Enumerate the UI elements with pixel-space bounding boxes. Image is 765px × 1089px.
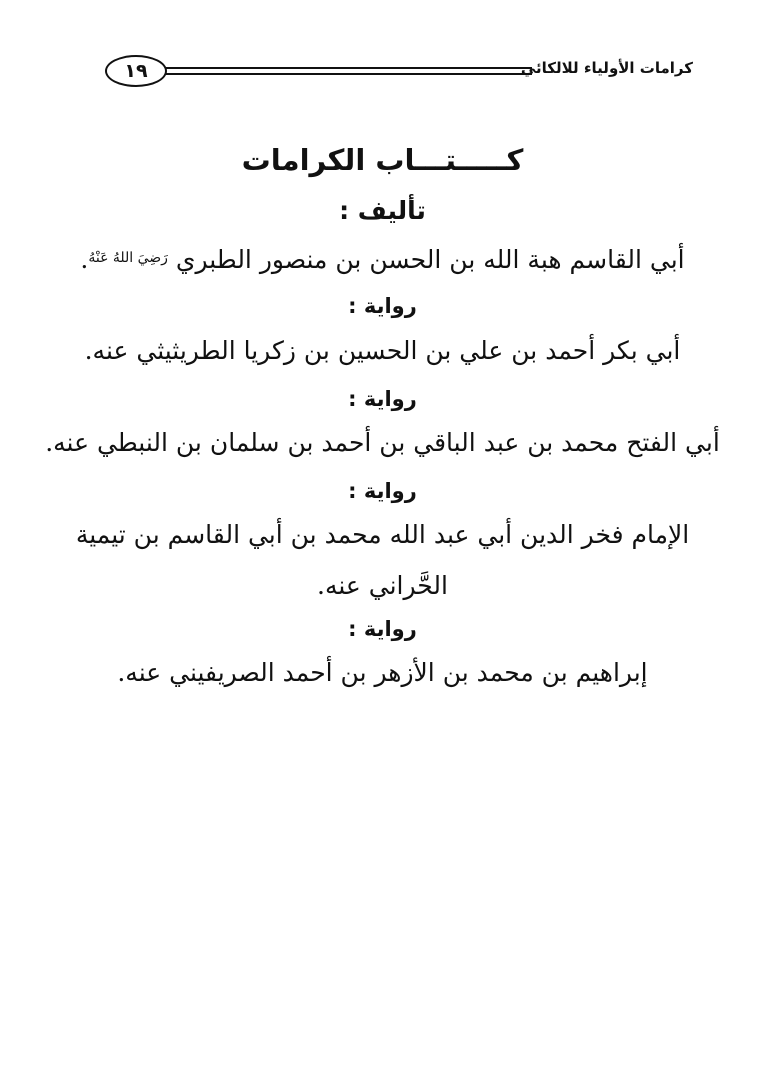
running-title: كرامات الأولياء للالكائي bbox=[520, 59, 693, 77]
authorship-label: تأليف : bbox=[339, 196, 426, 225]
honorific-glyph: رَضِيَ اللهُ عَنْهُ bbox=[88, 250, 168, 266]
narration-line-4: إبراهيم بن محمد بن الأزهر بن أحمد الصريفيني عنه. bbox=[117, 658, 648, 687]
narration-label-3: رواية : bbox=[348, 479, 417, 503]
narration-line-3b: الحَّراني عنه. bbox=[317, 571, 448, 600]
narration-line-1: أبي بكر أحمد بن علي بن الحسين بن زكريا الطريثيثي عنه. bbox=[84, 336, 681, 365]
header-rule-top bbox=[160, 67, 532, 69]
book-title: كـــــتـــاب الكرامات bbox=[241, 143, 524, 177]
narration-label-4: رواية : bbox=[348, 617, 417, 641]
page-number: ١٩ bbox=[105, 55, 167, 87]
narration-label-2: رواية : bbox=[348, 387, 417, 411]
narration-label-1: رواية : bbox=[348, 294, 417, 318]
author-line bbox=[0, 245, 765, 274]
author-name: أبي القاسم هبة الله بن الحسن بن منصور الطبري bbox=[175, 245, 685, 274]
narration-line-2: أبي الفتح محمد بن عبد الباقي بن أحمد بن سلمان بن النبطي عنه. bbox=[45, 428, 720, 457]
header-rule-bottom bbox=[160, 73, 532, 75]
author-line-end: . bbox=[80, 245, 89, 274]
narration-line-3a: الإمام فخر الدين أبي عبد الله محمد بن أبي القاسم بن تيمية bbox=[75, 520, 690, 549]
